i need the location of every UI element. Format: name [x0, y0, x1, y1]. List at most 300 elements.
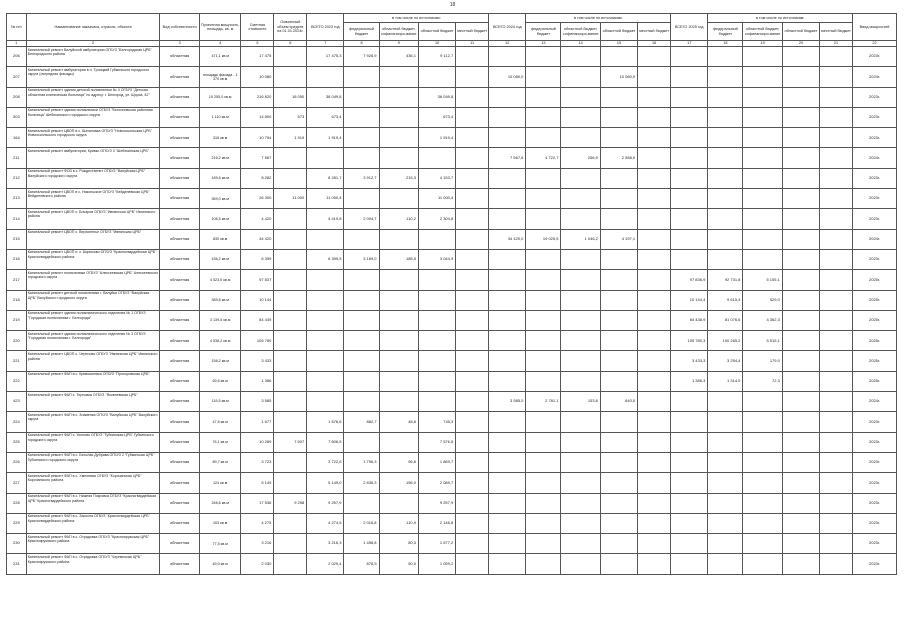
- local-2025: [820, 473, 853, 493]
- total-2025: [671, 493, 708, 513]
- cofin-2023: [379, 392, 418, 412]
- capacity: 248,6 кв.м: [199, 493, 241, 513]
- spent-amount: [274, 554, 307, 574]
- local-2025: [820, 47, 853, 67]
- col-cost: Сметная стоимость: [241, 14, 274, 41]
- cofin-2023: [379, 310, 418, 330]
- regional-2025: [782, 128, 819, 148]
- cofin-2023: 50,0: [379, 554, 418, 574]
- regional-2024: [600, 249, 637, 269]
- object-name: Капитальный ремонт здания поликлинического отделения № 1 ОГБУЗ "Городская поликлиника г. Белгорода": [26, 310, 160, 330]
- object-name: Капитальный ремонт ФАП в с. Кривошеевка ОГБУЗ "Прохоровская ЦРБ": [26, 371, 160, 391]
- estimated-cost: 84 439: [241, 310, 274, 330]
- cofin-2024: [561, 432, 600, 452]
- regional-2024: [600, 412, 637, 432]
- cofin-2024: 153,6: [561, 392, 600, 412]
- estimated-cost: 34 420: [241, 229, 274, 249]
- regional-2023: [418, 290, 455, 310]
- total-2024: [489, 371, 526, 391]
- federal-2023: 1 458,8: [344, 534, 379, 554]
- row-number: 212: [7, 168, 27, 188]
- federal-2023: [344, 290, 379, 310]
- ownership-type: областная: [160, 290, 199, 310]
- cofin-2024: [561, 351, 600, 371]
- table-row: [7, 554, 897, 574]
- estimated-cost: 2 030: [241, 554, 274, 574]
- total-2025: [671, 128, 708, 148]
- object-name: Капитальный ремонт ФАП с. Терновка ОГБУЗ "Яковлевская ЦРБ": [26, 392, 160, 412]
- commission-year: 2025г.: [853, 351, 897, 371]
- object-name: Капитальный ремонт ФАП в с. Засосна ОГБУЗ "Красногвардейская ЦРБ" Красногвардейского района: [26, 513, 160, 533]
- total-2024: [489, 270, 526, 290]
- object-name: Капитальный ремонт здания поликлиники ОГБУЗ "Бессоновская районная больница" Шебекинского городского округа: [26, 107, 160, 127]
- capacity: 4 523,0 кв.м: [199, 270, 241, 290]
- commission-year: 2025г.: [853, 310, 897, 330]
- federal-2023: [344, 189, 379, 209]
- cofin-2025: [743, 249, 782, 269]
- cofin-2023: 110,9: [379, 513, 418, 533]
- total-2025: [671, 67, 708, 87]
- col-total-b: ВСЕГО 2024 год: [489, 14, 526, 41]
- local-2024: [638, 493, 671, 513]
- local-2024: [638, 412, 671, 432]
- cofin-2024: 256,9: [561, 148, 600, 168]
- local-2024: [638, 554, 671, 574]
- regional-2025: [782, 432, 819, 452]
- regional-2024: 4 197,1: [600, 229, 637, 249]
- capacity: 3 139,5 кв.м: [199, 310, 241, 330]
- spent-amount: 9 258: [274, 493, 307, 513]
- cofin-2025: 5 515,1: [743, 331, 782, 351]
- col-cofin-a: областной бюджет, софинансиро-вание: [379, 23, 418, 41]
- cofin-2024: [561, 331, 600, 351]
- object-name: Капитальный ремонт ФАП в с. Нижняя Покровка ОГБУЗ "Красногвардейская ЦРБ" Красногвардейского района: [26, 493, 160, 513]
- regional-2023: 2 304,8: [418, 209, 455, 229]
- ownership-type: областная: [160, 209, 199, 229]
- spent-amount: [274, 229, 307, 249]
- cofin-2024: [561, 67, 600, 87]
- estimated-cost: 17 475: [241, 47, 274, 67]
- regional-2025: [782, 209, 819, 229]
- col-total-a: ВСЕГО 2023 год: [307, 14, 344, 41]
- row-number: 206: [7, 47, 27, 67]
- column-number: 10: [418, 41, 455, 47]
- table-row: [7, 493, 897, 513]
- cofin-2023: 96,6: [379, 452, 418, 472]
- federal-2025: [708, 554, 743, 574]
- total-2024: [489, 432, 526, 452]
- capacity: 47,6 кв.м: [199, 412, 241, 432]
- local-2024: [638, 351, 671, 371]
- regional-2023: 1 677,2: [418, 534, 455, 554]
- spent-amount: [274, 310, 307, 330]
- commission-year: 2023г.: [853, 412, 897, 432]
- federal-2023: [344, 432, 379, 452]
- row-number: 221: [7, 351, 27, 371]
- federal-2025: [708, 534, 743, 554]
- spent-amount: [274, 148, 307, 168]
- total-2024: [489, 554, 526, 574]
- table-row: [7, 67, 897, 87]
- table-row: [7, 249, 897, 269]
- federal-2025: 92 731,8: [708, 270, 743, 290]
- federal-2025: [708, 392, 743, 412]
- total-2024: 3 585,0: [489, 392, 526, 412]
- cofin-2023: [379, 148, 418, 168]
- total-2024: [489, 189, 526, 209]
- federal-2024: [526, 473, 561, 493]
- local-2024: [638, 371, 671, 391]
- estimated-cost: 3 585: [241, 392, 274, 412]
- regional-2023: 3 044,9: [418, 249, 455, 269]
- cofin-2023: [379, 128, 418, 148]
- cofin-2025: [743, 229, 782, 249]
- group-2023-title: в том числе по источникам:: [344, 14, 489, 23]
- cofin-2024: [561, 513, 600, 533]
- col-fed-a: федеральный бюджет: [344, 23, 379, 41]
- local-2024: [638, 47, 671, 67]
- total-2024: [489, 534, 526, 554]
- regional-2024: [600, 87, 637, 107]
- local-2024: [638, 229, 671, 249]
- regional-2024: [600, 452, 637, 472]
- cofin-2024: [561, 534, 600, 554]
- regional-2024: [600, 209, 637, 229]
- commission-year: 2024г.: [853, 229, 897, 249]
- cofin-2024: [561, 452, 600, 472]
- federal-2023: [344, 270, 379, 290]
- commission-year: 2023г.: [853, 249, 897, 269]
- federal-2023: [344, 392, 379, 412]
- local-2023: [456, 168, 489, 188]
- local-2024: [638, 290, 671, 310]
- total-2024: [489, 290, 526, 310]
- total-2024: [489, 310, 526, 330]
- spent-amount: [274, 47, 307, 67]
- cofin-2023: [379, 229, 418, 249]
- regional-2025: [782, 189, 819, 209]
- regional-2025: [782, 554, 819, 574]
- federal-2024: [526, 168, 561, 188]
- col-cofin-b: областной бюджет, софинансиро-вание: [561, 23, 600, 41]
- local-2025: [820, 87, 853, 107]
- local-2023: [456, 107, 489, 127]
- local-2023: [456, 229, 489, 249]
- commission-year: 2024г.: [853, 392, 897, 412]
- federal-2023: 3 912,7: [344, 168, 379, 188]
- ownership-type: областная: [160, 168, 199, 188]
- cofin-2025: [743, 452, 782, 472]
- regional-2023: 7 576,5: [418, 432, 455, 452]
- capacity: 89,7 кв.м: [199, 452, 241, 472]
- row-number: 423: [7, 392, 27, 412]
- cofin-2024: [561, 107, 600, 127]
- federal-2023: 878,5: [344, 554, 379, 574]
- estimated-cost: 3 216: [241, 534, 274, 554]
- local-2023: [456, 148, 489, 168]
- regional-2025: [782, 493, 819, 513]
- local-2025: [820, 513, 853, 533]
- row-number: 230: [7, 534, 27, 554]
- federal-2023: [344, 493, 379, 513]
- local-2025: [820, 229, 853, 249]
- local-2024: [638, 168, 671, 188]
- local-2023: [456, 47, 489, 67]
- total-2025: [671, 452, 708, 472]
- total-2023: [307, 290, 344, 310]
- regional-2023: 36 049,8: [418, 87, 455, 107]
- cofin-2024: [561, 128, 600, 148]
- regional-2023: [418, 229, 455, 249]
- federal-2024: [526, 432, 561, 452]
- federal-2024: 19 025,5: [526, 229, 561, 249]
- cofin-2025: 179,0: [743, 351, 782, 371]
- regional-2025: [782, 270, 819, 290]
- federal-2024: [526, 534, 561, 554]
- row-number: 213: [7, 189, 27, 209]
- regional-2023: [418, 67, 455, 87]
- local-2023: [456, 310, 489, 330]
- total-2025: [671, 473, 708, 493]
- federal-2025: [708, 107, 743, 127]
- estimated-cost: 4 275: [241, 513, 274, 533]
- regional-2025: [782, 412, 819, 432]
- local-2023: [456, 554, 489, 574]
- federal-2025: [708, 249, 743, 269]
- object-name: Капитальный ремонт ЦВОП с. Верхопенье ОГБУЗ "Ивнянская ЦРБ": [26, 229, 160, 249]
- commission-year: 2025г.: [853, 331, 897, 351]
- cofin-2025: [743, 493, 782, 513]
- cofin-2025: 72,3: [743, 371, 782, 391]
- local-2024: [638, 452, 671, 472]
- total-2024: [489, 473, 526, 493]
- total-2023: 1 919,4: [307, 128, 344, 148]
- local-2024: [638, 107, 671, 127]
- total-2024: [489, 107, 526, 127]
- cofin-2024: [561, 189, 600, 209]
- spent-amount: [274, 290, 307, 310]
- object-name: Капитальный ремонт здания поликлинического отделения № 3 ОГБУЗ "Городская поликлиника г. Белгорода": [26, 331, 160, 351]
- local-2023: [456, 128, 489, 148]
- table-row: [7, 351, 897, 371]
- cofin-2023: [379, 290, 418, 310]
- commission-year: 2023г.: [853, 209, 897, 229]
- local-2023: [456, 331, 489, 351]
- col-fed-b: федеральный бюджет: [526, 23, 561, 41]
- commission-year: 2023г.: [853, 554, 897, 574]
- object-name: Капитальный ремонт ЦВОП в с. Шаталовка ОГБУЗ "Новооскольская ЦРБ" Новооскольского городского округа: [26, 128, 160, 148]
- spent-amount: [274, 270, 307, 290]
- regional-2025: [782, 229, 819, 249]
- spent-amount: [274, 331, 307, 351]
- total-2023: 17 475,3: [307, 47, 344, 67]
- total-2025: 1 386,3: [671, 371, 708, 391]
- ownership-type: областная: [160, 189, 199, 209]
- local-2023: [456, 209, 489, 229]
- cofin-2025: [743, 47, 782, 67]
- local-2025: [820, 392, 853, 412]
- local-2025: [820, 67, 853, 87]
- group-2025-title: в том числе по источникам:: [708, 14, 853, 23]
- commission-year: 2023г.: [853, 534, 897, 554]
- total-2024: [489, 128, 526, 148]
- total-2024: 10 080,0: [489, 67, 526, 87]
- spent-amount: 11 000: [274, 189, 307, 209]
- column-number: 2: [26, 41, 160, 47]
- object-name: Капитальный ремонт ФАП в с. Хмелевая ОГБУЗ "Корочанская ЦРБ" Корочанского района: [26, 473, 160, 493]
- regional-2024: [600, 513, 637, 533]
- local-2023: [456, 473, 489, 493]
- cofin-2025: [743, 554, 782, 574]
- total-2023: 5 149,0: [307, 473, 344, 493]
- column-number: 18: [708, 41, 743, 47]
- total-2025: [671, 412, 708, 432]
- spent-amount: 18 050: [274, 87, 307, 107]
- table-row: [7, 534, 897, 554]
- total-2025: [671, 148, 708, 168]
- column-number: 13: [526, 41, 561, 47]
- local-2023: [456, 189, 489, 209]
- table-row: [7, 290, 897, 310]
- cofin-2025: [743, 189, 782, 209]
- local-2025: [820, 432, 853, 452]
- cofin-2025: 529,0: [743, 290, 782, 310]
- cofin-2023: [379, 432, 418, 452]
- total-2024: [489, 513, 526, 533]
- cofin-2025: [743, 87, 782, 107]
- federal-2025: [708, 513, 743, 533]
- federal-2024: [526, 351, 561, 371]
- total-2025: [671, 87, 708, 107]
- total-2025: [671, 432, 708, 452]
- federal-2024: [526, 249, 561, 269]
- table-row: [7, 148, 897, 168]
- column-number: 11: [456, 41, 489, 47]
- federal-2025: 9 615,4: [708, 290, 743, 310]
- local-2024: [638, 513, 671, 533]
- cofin-2024: [561, 473, 600, 493]
- regional-2024: 10 080,0: [600, 67, 637, 87]
- estimated-cost: 97 837: [241, 270, 274, 290]
- federal-2025: [708, 493, 743, 513]
- federal-2025: [708, 473, 743, 493]
- row-number: 215: [7, 229, 27, 249]
- ownership-type: областная: [160, 513, 199, 533]
- col-name: Наименование заказчика, отрасли, объекта: [26, 14, 160, 41]
- total-2023: 9 257,9: [307, 493, 344, 513]
- regional-2023: 4 153,7: [418, 168, 455, 188]
- local-2024: [638, 128, 671, 148]
- object-name: Капитальный ремонт ФАП в с. Бесслая Дубрава ОГБУЗ 2 "Губкинская ЦРБ" Губкинского городского округа: [26, 452, 160, 472]
- object-name: Капитальный ремонт Валуйской амбулатории ОГБУЗ "Белгородская ЦРБ" Белгородского района: [26, 47, 160, 67]
- regional-2025: [782, 107, 819, 127]
- column-number: 4: [199, 41, 241, 47]
- cofin-2023: [379, 270, 418, 290]
- federal-2024: [526, 452, 561, 472]
- total-2023: 4 274,5: [307, 513, 344, 533]
- spent-amount: [274, 452, 307, 472]
- federal-2023: [344, 87, 379, 107]
- cofin-2023: [379, 351, 418, 371]
- commission-year: 2023г.: [853, 189, 897, 209]
- total-2023: [307, 392, 344, 412]
- spent-amount: [274, 412, 307, 432]
- ownership-type: областная: [160, 392, 199, 412]
- federal-2025: [708, 209, 743, 229]
- federal-2025: [708, 168, 743, 188]
- ownership-type: областная: [160, 351, 199, 371]
- local-2024: [638, 67, 671, 87]
- total-2023: 11 000,4: [307, 189, 344, 209]
- object-name: Капитальный ремонт ЦВОП с. Череново ОГБУЗ "Ивнянская ЦРБ" Ивнянского района: [26, 351, 160, 371]
- regional-2023: 9 112,7: [418, 47, 455, 67]
- object-name: Капитальный ремонт детской поликлиники г. Валуйки ОГБУЗ "Валуйская ЦРБ" Валуйского городского округа: [26, 290, 160, 310]
- total-2024: 34 420,0: [489, 229, 526, 249]
- total-2025: 97 836,9: [671, 270, 708, 290]
- federal-2024: [526, 331, 561, 351]
- local-2024: [638, 473, 671, 493]
- cofin-2025: 4 362,3: [743, 310, 782, 330]
- local-2023: [456, 452, 489, 472]
- table-row: [7, 310, 897, 330]
- total-2025: [671, 534, 708, 554]
- row-number: 216: [7, 249, 27, 269]
- regional-2023: 2 089,7: [418, 473, 455, 493]
- capacity: 69,6 кв.м: [199, 371, 241, 391]
- total-2023: 2 029,4: [307, 554, 344, 574]
- object-name: Капитальный ремонт амбулатории, Кривко ОГБУЗ 3 "Шебекинская ЦРБ": [26, 148, 160, 168]
- regional-2025: [782, 392, 819, 412]
- federal-2025: [708, 87, 743, 107]
- spent-amount: [274, 168, 307, 188]
- column-number: 1: [7, 41, 27, 47]
- cofin-2023: 185,5: [379, 249, 418, 269]
- spent-amount: [274, 473, 307, 493]
- regional-2024: [600, 290, 637, 310]
- ownership-type: областная: [160, 67, 199, 87]
- cofin-2023: [379, 67, 418, 87]
- ownership-type: областная: [160, 148, 199, 168]
- column-number: 3: [160, 41, 199, 47]
- regional-2023: 1 869,7: [418, 452, 455, 472]
- local-2024: [638, 249, 671, 269]
- cofin-2023: 80,3: [379, 534, 418, 554]
- federal-2024: [526, 412, 561, 432]
- local-2023: [456, 534, 489, 554]
- page-number: 18: [449, 2, 456, 8]
- ownership-type: областная: [160, 331, 199, 351]
- cofin-2024: [561, 554, 600, 574]
- federal-2024: [526, 67, 561, 87]
- col-reg-b: областной бюджет: [600, 23, 637, 41]
- table-row: [7, 189, 897, 209]
- commission-year: 2023г.: [853, 47, 897, 67]
- cofin-2025: [743, 209, 782, 229]
- row-number: 231: [7, 554, 27, 574]
- federal-2024: [526, 270, 561, 290]
- local-2025: [820, 310, 853, 330]
- federal-2024: [526, 107, 561, 127]
- federal-2024: 2 781,1: [526, 392, 561, 412]
- total-2025: 3 433,3: [671, 351, 708, 371]
- capacity: 77,5 кв.м: [199, 534, 241, 554]
- ownership-type: областная: [160, 270, 199, 290]
- row-number: 225: [7, 432, 27, 452]
- object-name: Капитальный ремонт ФАП в с. Отрадовка ОГБУЗ "Краснояружская ЦРБ" Краснояружского района: [26, 534, 160, 554]
- estimated-cost: 6 399: [241, 249, 274, 269]
- ownership-type: областная: [160, 47, 199, 67]
- local-2023: [456, 87, 489, 107]
